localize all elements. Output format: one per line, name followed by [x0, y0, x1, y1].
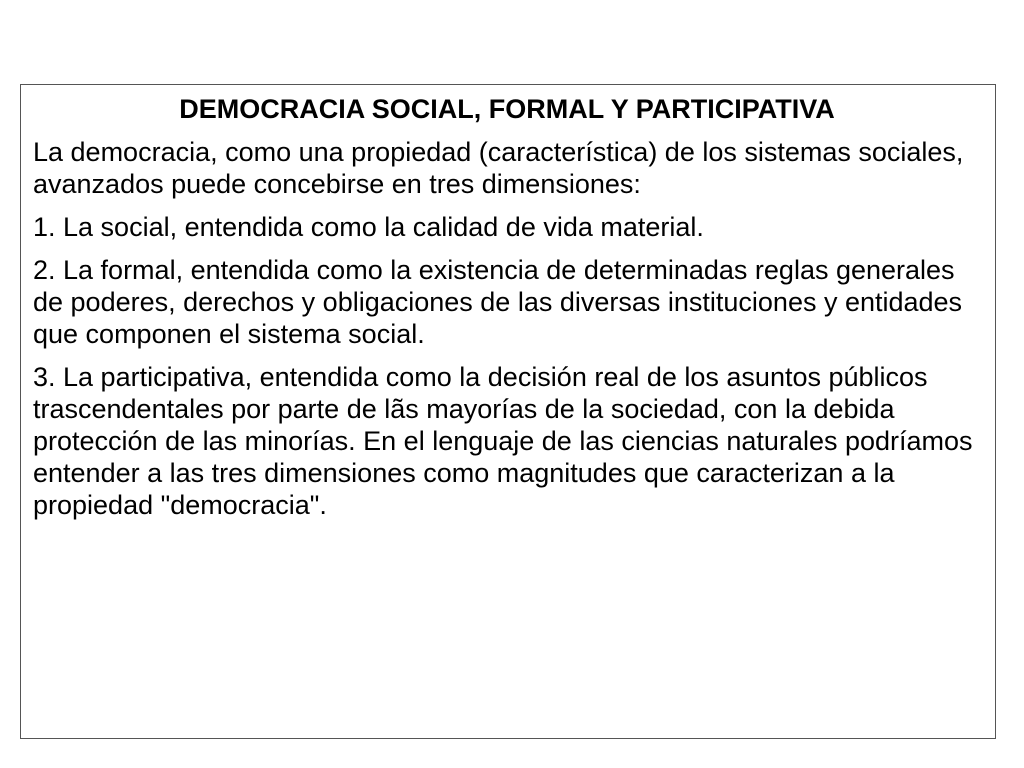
intro-paragraph: La democracia, como una propiedad (característica) de los sistemas sociales, avanzados puede concebirse en tres dimensiones:: [33, 137, 964, 199]
text-box: [20, 84, 996, 739]
dimension-social-paragraph: 1. La social, entendida como la calidad de vida material.: [33, 212, 704, 242]
dimension-participativa-paragraph: 3. La participativa, entendida como la decisión real de los asuntos públicos trascendentales por parte de lãs mayorías de la sociedad, con la debida protección de las minorías. En el lenguaje de las ciencias naturales podríamos entender a las tres dimensiones como magnitudes que caracterizan a la propiedad "democracia".: [33, 362, 973, 520]
dimension-formal-paragraph: 2. La formal, entendida como la existencia de determinadas reglas generales de poderes, derechos y obligaciones de las diversas instituciones y entidades que componen el sistema social.: [33, 255, 963, 349]
document-title: DEMOCRACIA SOCIAL, FORMAL Y PARTICIPATIVA: [179, 94, 835, 124]
